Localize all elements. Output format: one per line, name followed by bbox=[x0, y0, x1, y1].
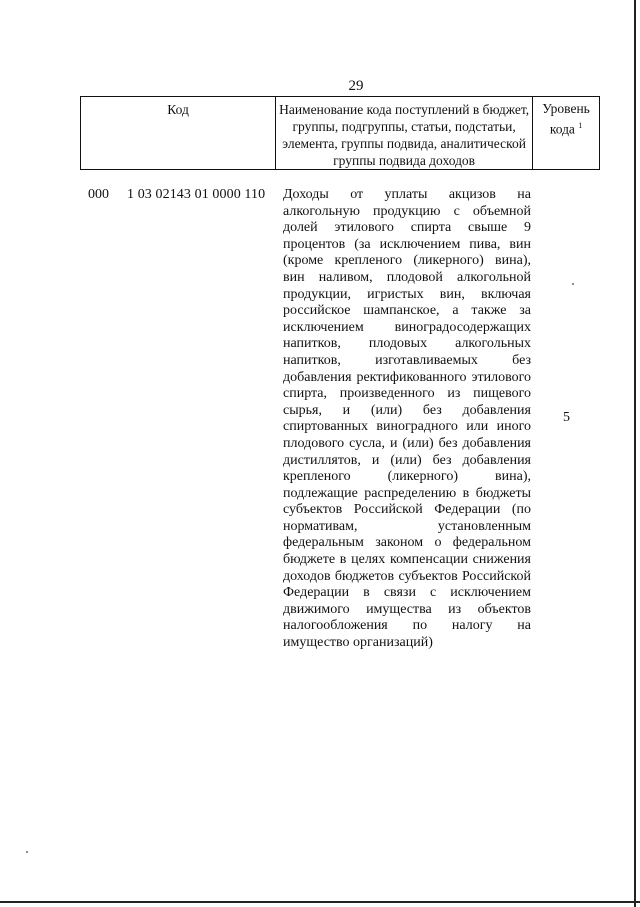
header-level-footnote: 1 bbox=[578, 121, 583, 130]
header-level-cell bbox=[533, 97, 600, 170]
scan-speck bbox=[26, 851, 28, 853]
row-description: Доходы от уплаты акцизов на алкогольную продукцию с объемной долей этилового спирта свыше 9 процентов (за исключением пива, вин (кроме крепленого (ликерного) вина), вин наливом, плодовой алкогольной продукции, игристых вин, включая российское шампанское, а также за исключением виноградосодержащих напитков, плодовых алкогольных напитков, изготавливаемых без добавления ректификованного этилового спирта, произведенного из пищевого сырья, и (или) без добавления спиртованных виноградного или иного плодового сусла, и (или) без добавления дистиллятов, и (или) без добавления крепленого (ликерного) вина), подлежащие распределению в бюджеты субъектов Российской Федерации (по нормативам, установленным федеральным законом о федеральном бюджете в целях компенсации снижения доходов бюджетов субъектов Российской Федерации в связи с исключением движимого имущества из объектов налогообложения по налогу на имущество организаций) bbox=[283, 187, 531, 651]
header-code: Код bbox=[81, 97, 276, 170]
table-header bbox=[80, 96, 600, 170]
scan-speck bbox=[572, 283, 574, 285]
row-admin-code: 000 bbox=[88, 187, 109, 202]
scan-border-bottom bbox=[0, 901, 640, 903]
row-level: 5 bbox=[563, 410, 570, 425]
header-name: Наименование кода поступлений в бюджет, группы, подгруппы, статьи, подстатьи, элемента, группы подвида, аналитической группы подвида доходов bbox=[276, 97, 533, 170]
scan-border-right bbox=[634, 0, 636, 907]
header-level: Уровень кода bbox=[542, 101, 590, 137]
page-number: 29 bbox=[348, 78, 364, 94]
header-row bbox=[81, 97, 600, 170]
row-income-code: 1 03 02143 01 0000 110 bbox=[127, 187, 266, 202]
